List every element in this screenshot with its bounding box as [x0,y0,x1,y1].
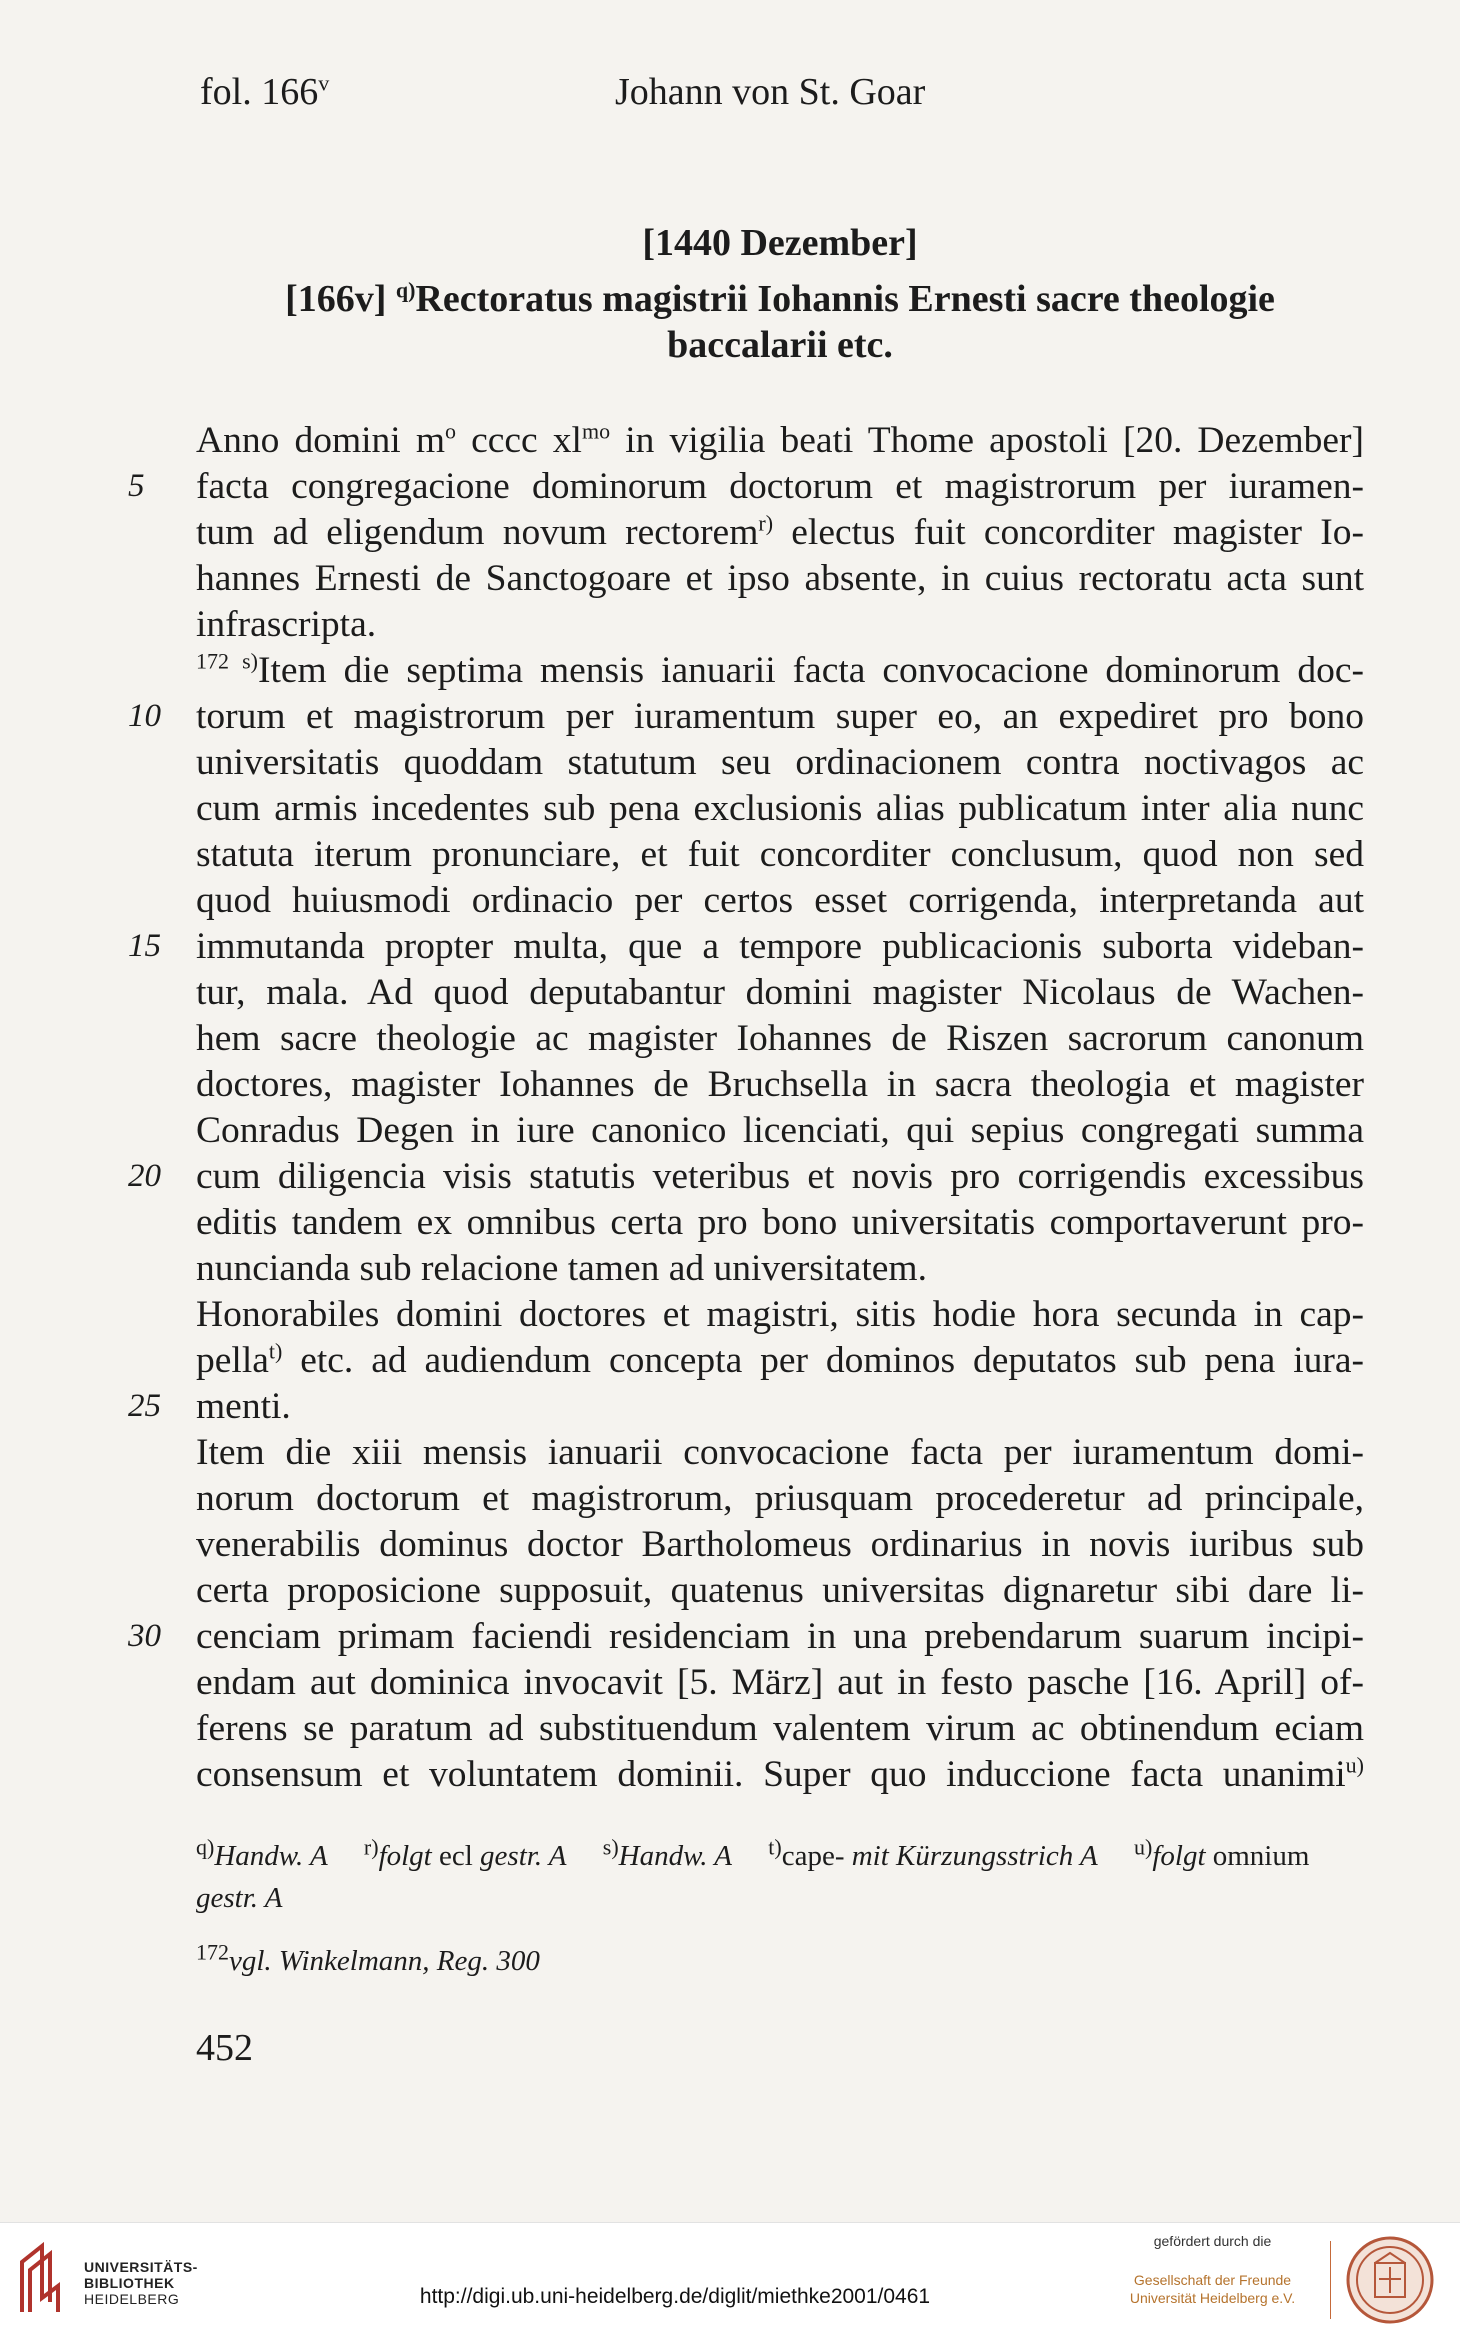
section-date-heading: [1440 Dezember] [642,222,918,264]
text-line: menti. [196,1386,291,1427]
page-number: 452 [196,2027,253,2069]
text-line: pella$^{t)}$ etc. ad audiendum concepta per dominos deputatos sub pena iura- [196,1338,1364,1381]
text-line: doctores, magister Iohannes de Bruchsella in sacra theologia et magister [196,1064,1364,1105]
text-line: certa proposicione supposuit, quatenus universitas dignaretur sibi dare li- [196,1570,1364,1611]
line-number: 10 [128,698,161,734]
text-line: ferens se paratum ad substituendum valentem virum ac obtinendum eciam [196,1708,1364,1749]
text-line: $^{172}$ $^{s)}$Item die septima mensis ianuarii facta convocacione dominorum doc- [196,648,1365,691]
ub-heidelberg-logo-icon [14,2240,74,2320]
text-line: universitatis quoddam statutum seu ordinacionem contra noctivagos ac [196,742,1364,783]
text-line: endam aut dominica invocavit [5. März] aut in festo pasche [16. April] of- [196,1662,1364,1703]
source-url-link[interactable]: http://digi.ub.uni-heidelberg.de/diglit/miethke2001/0461 [419,2285,931,2308]
text-line: infrascripta. [196,604,377,645]
critical-apparatus: $^{q)}$Handw. A $^{r)}$folgt ecl gestr. A $^{s)}$Handw. A $^{t)}$cape- mit Kürzungsstrich A $^{u)}$folgt omnium gestr. A [196,1834,1310,1914]
text-line: cenciam primam faciendi residenciam in una prebendarum suarum incipi- [196,1616,1364,1657]
footer-bar [0,2222,1460,2332]
section-title-heading: [166v] $^{q)}$Rectoratus magistrii Iohannis Ernesti sacre theologie baccalarii etc. [285,277,1275,367]
text-line: tur, mala. Ad quod deputabantur domini magister Nicolaus de Wachen- [196,972,1364,1013]
text-line: Conradus Degen in iure canonico licenciati, qui sepius congregati summa [196,1110,1364,1151]
text-line: cum diligencia visis statutis veteribus et novis pro corrigendis excessibus [196,1156,1364,1197]
text-line: norum doctorum et magistrorum, priusquam procederetur ad principale, [196,1478,1364,1519]
text-line: nuncianda sub relacione tamen ad universitatem. [196,1248,927,1289]
text-line: facta congregacione dominorum doctorum et magistrorum per iuramen- [196,466,1364,507]
text-line: quod huiusmodi ordinacio per certos esset corrigenda, interpretanda aut [196,880,1364,921]
text-line: cum armis incedentes sub pena exclusionis alias publicatum inter alia nunc [196,788,1364,829]
text-line: statuta iterum pronunciare, et fuit concorditer conclusum, quod non sed [196,834,1364,875]
text-line: hem sacre theologie ac magister Iohannes de Riszen sacrorum canonum [196,1018,1364,1059]
line-number: 5 [128,468,145,504]
text-line: consensum et voluntatem dominii. Super quo induccione facta unanimi$^{u)}$ [196,1752,1364,1795]
footnote-reference: $^{172}$vgl. Winkelmann, Reg. 300 [196,1939,540,1977]
sponsor-block: gefördert durch die Gesellschaft der Freunde Universität Heidelberg e.V. [1129,2233,1296,2306]
line-number: 25 [128,1388,161,1424]
library-name: UNIVERSITÄTS- BIBLIOTHEK HEIDELBERG [84,2259,198,2307]
folio-label: fol. 166$^v$ [200,70,330,113]
text-line: torum et magistrorum per iuramentum super eo, an expediret pro bono [196,696,1364,737]
main-text [196,418,1364,1798]
line-number: 30 [128,1618,161,1654]
text-line: hannes Ernesti de Sanctogoare et ipso absente, in cuius rectoratu acta sunt [196,558,1364,599]
line-number: 15 [128,928,161,964]
text-line: editis tandem ex omnibus certa pro bono universitatis comportaverunt pro- [196,1202,1364,1243]
footer-divider [1330,2241,1331,2319]
text-line: immutanda propter multa, que a tempore publicacionis suborta videban- [196,926,1364,967]
line-number: 20 [128,1158,161,1194]
text-line: Anno domini $m^o$ cccc $xl^{mo}$ in vigilia beati Thome apostoli [20. Dezember] [196,418,1364,461]
text-line: Honorabiles domini doctores et magistri, sitis hodie hora secunda in cap- [196,1294,1364,1335]
running-title: Johann von St. Goar [615,71,926,113]
text-line: venerabilis dominus doctor Bartholomeus ordinarius in novis iuribus sub [196,1524,1364,1565]
text-line: tum ad eligendum novum rectorem$^{r)}$ electus fuit concorditer magister Io- [196,510,1364,553]
university-seal-icon [1345,2235,1435,2325]
text-line: Item die xiii mensis ianuarii convocacione facta per iuramentum domi- [196,1432,1364,1473]
